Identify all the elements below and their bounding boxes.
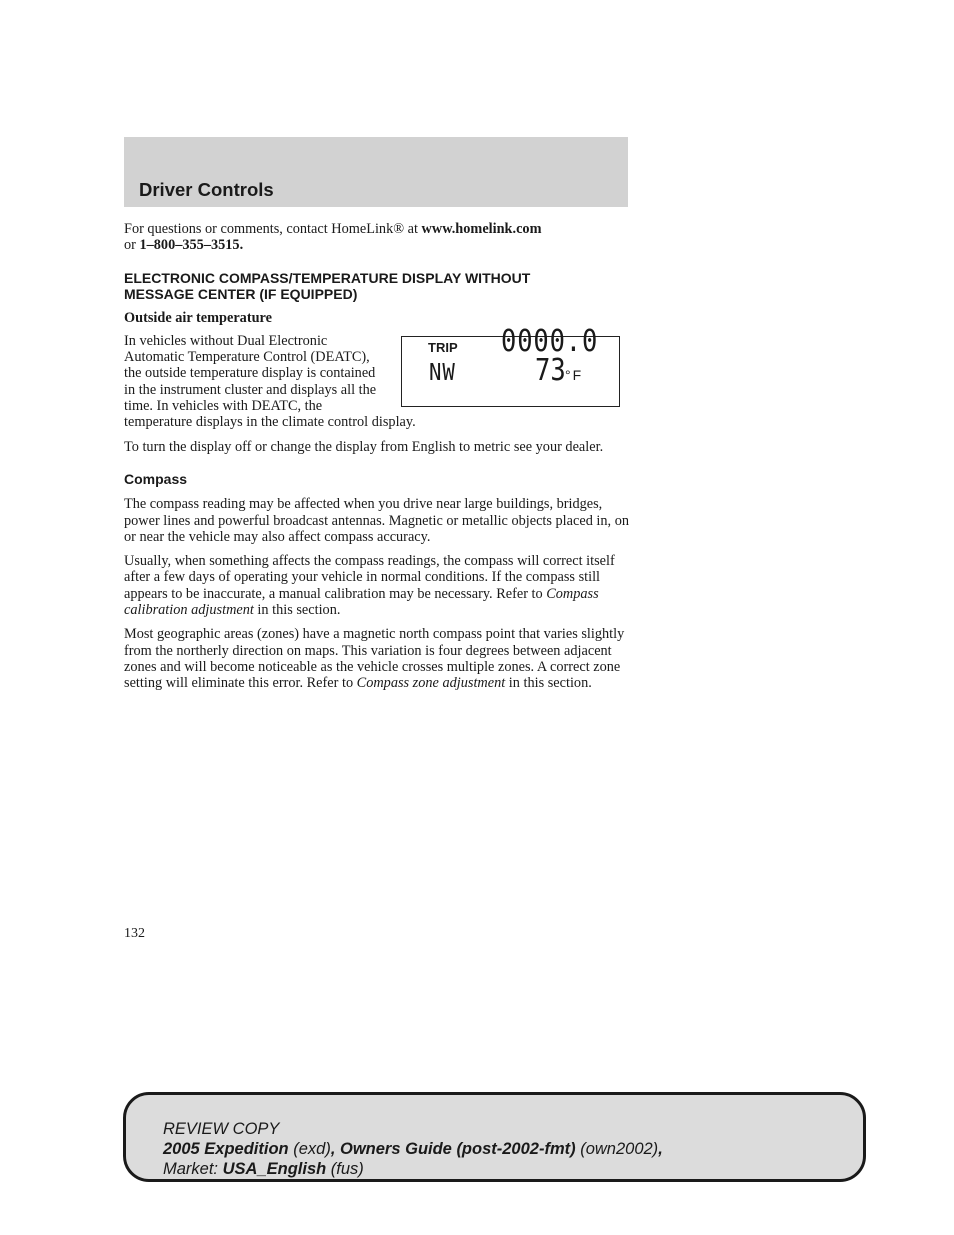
section-heading	[124, 270, 630, 302]
temperature-reading: 73	[535, 352, 566, 388]
review-copy-label: REVIEW COPY	[163, 1120, 280, 1138]
outside-temp-subheading: Outside air temperature	[124, 309, 272, 326]
review-copy-footer	[123, 1092, 866, 1182]
homelink-website: www.homelink.com	[421, 221, 542, 237]
page-content	[124, 221, 630, 700]
compass-paragraph-1: The compass reading may be affected when you drive near large buildings, bridges, power lines and powerful broadcast antennas. Magnetic or metallic objects placed in, on or near the vehicle may also affect compass accuracy.	[124, 496, 629, 545]
footer-market-label: Market:	[163, 1160, 223, 1178]
compass-paragraph-3: Most geographic areas (zones) have a magnetic north compass point that varies slightly from the northerly direction on maps. This variation is four degrees between adjacent zones and will become noticeable as the vehicle crosses multiple zones. A correct zone setting will eliminate this error. Refer to Compass zone adjustment in this section.	[124, 626, 625, 692]
footer-model: 2005 Expedition	[163, 1140, 289, 1158]
contact-text: For questions or comments, contact HomeLink® at	[124, 221, 422, 237]
section-header-band	[124, 137, 628, 207]
calibration-reference: Compass calibration adjustment	[124, 585, 599, 619]
temperature-unit: °F	[565, 366, 584, 383]
outside-temp-paragraph: In vehicles without Dual Electronic Automatic Temperature Control (DEATC), the outside temperature display is contained in the instrument cluster and displays all the time. In vehicles with DEATC, the temperature displays in the climate control display.	[124, 332, 416, 431]
section-heading-line2: MESSAGE CENTER (IF EQUIPPED)	[124, 285, 358, 302]
display-settings-paragraph: To turn the display off or change the display from English to metric see your dealer.	[124, 438, 604, 455]
zone-reference: Compass zone adjustment	[356, 675, 506, 692]
footer-guide: Owners Guide (post-2002-fmt)	[340, 1140, 576, 1158]
section-heading-line1: ELECTRONIC COMPASS/TEMPERATURE DISPLAY WITHOUT	[124, 269, 531, 286]
section-title: Driver Controls	[139, 179, 274, 200]
homelink-phone: 1–800–355–3515.	[139, 237, 244, 254]
compass-heading: Compass	[124, 470, 188, 487]
trip-label: TRIP	[428, 339, 458, 355]
compass-paragraph-2: Usually, when something affects the compass readings, the compass will correct itself after a few days of operating your vehicle in normal conditions. If the compass still appears to be inaccurate, a manual calibration may be necessary. Refer to Compass calibration adjustment in this section.	[124, 553, 615, 619]
contact-or: or	[124, 237, 140, 254]
contact-paragraph	[124, 221, 630, 254]
odometer-reading: 0000.0	[501, 323, 599, 359]
footer-text: REVIEW COPY 2005 Expedition (exd), Owners Guide (post-2002-fmt) (own2002), Market: USA_English (fus)	[163, 1120, 663, 1178]
compass-direction: NW	[429, 359, 456, 386]
compass-temperature-display	[401, 323, 620, 407]
footer-market: USA_English	[222, 1160, 327, 1178]
page-number: 132	[124, 926, 145, 941]
